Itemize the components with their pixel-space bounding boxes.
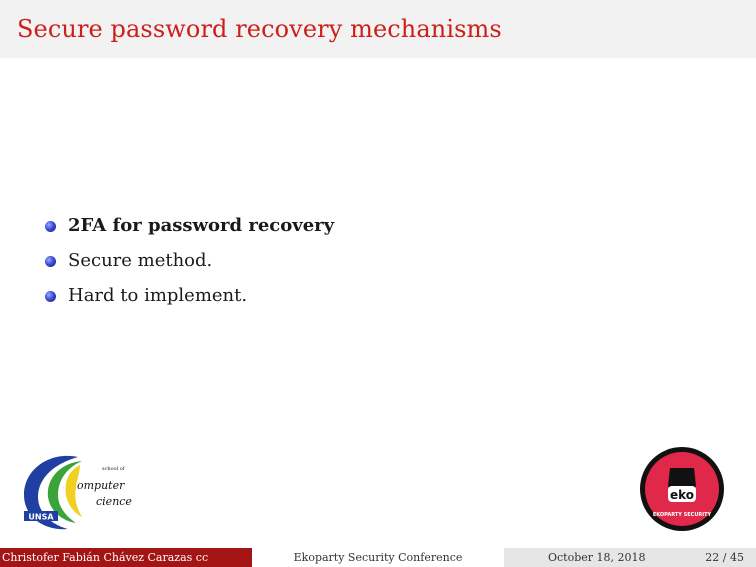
footer-conference: Ekoparty Security Conference — [252, 548, 504, 567]
bullet-ball-icon — [45, 221, 56, 232]
bullet-list — [44, 212, 334, 317]
footer-date: October 18, 2018 — [548, 551, 646, 564]
bullet-text: Secure method. — [68, 250, 213, 271]
frame-title-bar — [0, 0, 756, 58]
bullet-text: 2FA for password recovery — [68, 215, 335, 236]
computer-text: omputer — [77, 479, 125, 492]
footer — [0, 548, 756, 567]
footer-date-page — [504, 548, 756, 567]
slide-title: Secure password recovery mechanisms — [17, 15, 502, 43]
bullet-text: Hard to implement. — [68, 285, 248, 306]
bullet-item-secure — [44, 247, 334, 282]
bullet-item-hard — [44, 282, 334, 317]
bullet-ball-icon — [45, 291, 56, 302]
footer-page-number: 22 / 45 — [705, 551, 744, 564]
computer-science-unsa-logo — [20, 451, 142, 533]
eko-main-text: eko — [669, 488, 695, 502]
bullet-item-2fa — [44, 212, 334, 247]
eko-ring-text: EKOPARTY SECURITY — [652, 512, 712, 518]
footer-author: Christofer Fabián Chávez Carazas cc — [0, 548, 252, 567]
unsa-badge-text: UNSA — [28, 512, 54, 522]
bullet-ball-icon — [45, 256, 56, 267]
school-of-text: school of — [102, 466, 125, 472]
science-text: cience — [96, 495, 132, 508]
ekoparty-logo — [639, 446, 725, 532]
